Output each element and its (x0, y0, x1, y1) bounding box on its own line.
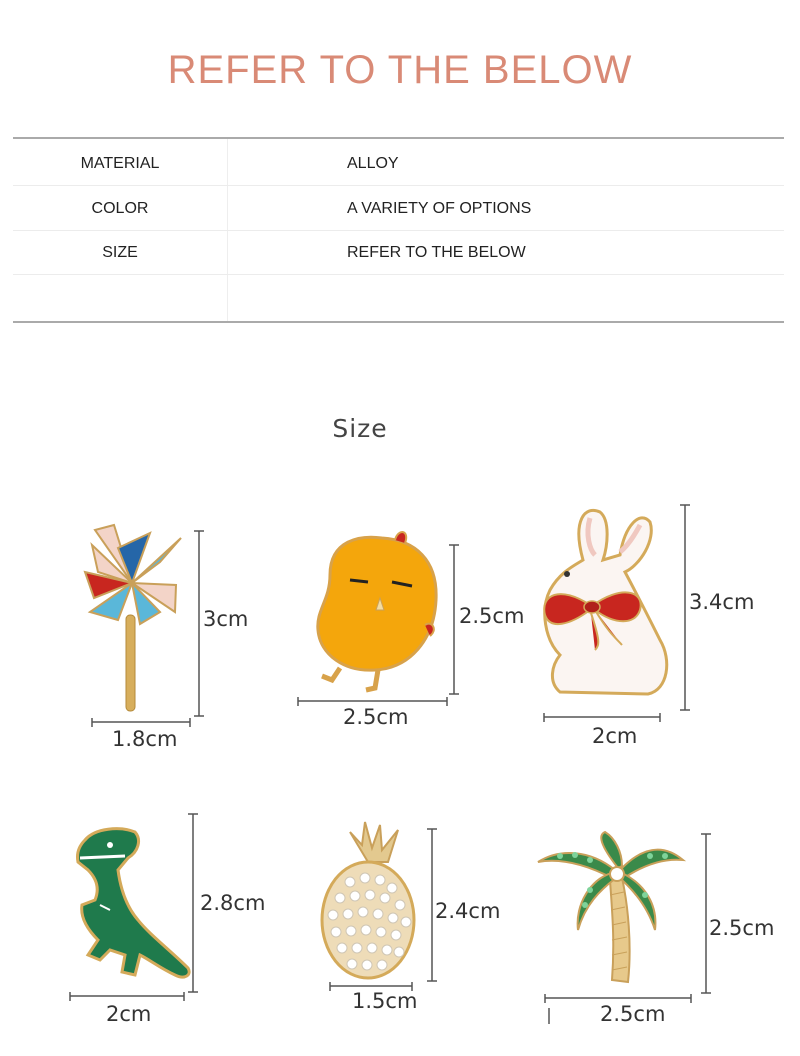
pineapple-height-label: 2.4cm (435, 899, 501, 923)
chick-width-label: 2.5cm (343, 705, 409, 729)
spec-key: COLOR (91, 200, 149, 217)
pinwheel-height-label: 3cm (203, 607, 249, 631)
rabbit-height-label: 3.4cm (689, 590, 755, 614)
spec-key: SIZE (102, 244, 138, 261)
spec-value: REFER TO THE BELOW (347, 244, 526, 261)
spec-value: A VARIETY OF OPTIONS (347, 200, 532, 217)
spec-key: MATERIAL (80, 155, 160, 172)
palm-tree-height-label: 2.5cm (709, 916, 775, 940)
pinwheel-width-label: 1.8cm (112, 727, 178, 751)
dinosaur-width-label: 2cm (106, 1002, 152, 1026)
palm-tree-width-label: 2.5cm (600, 1002, 666, 1026)
page-title: REFER TO THE BELOW (167, 48, 633, 92)
size-heading: Size (332, 414, 388, 443)
rabbit-width-label: 2cm (592, 724, 638, 748)
spec-value: ALLOY (347, 155, 399, 172)
dinosaur-height-label: 2.8cm (200, 891, 266, 915)
chick-height-label: 2.5cm (459, 604, 525, 628)
pineapple-width-label: 1.5cm (352, 989, 418, 1013)
